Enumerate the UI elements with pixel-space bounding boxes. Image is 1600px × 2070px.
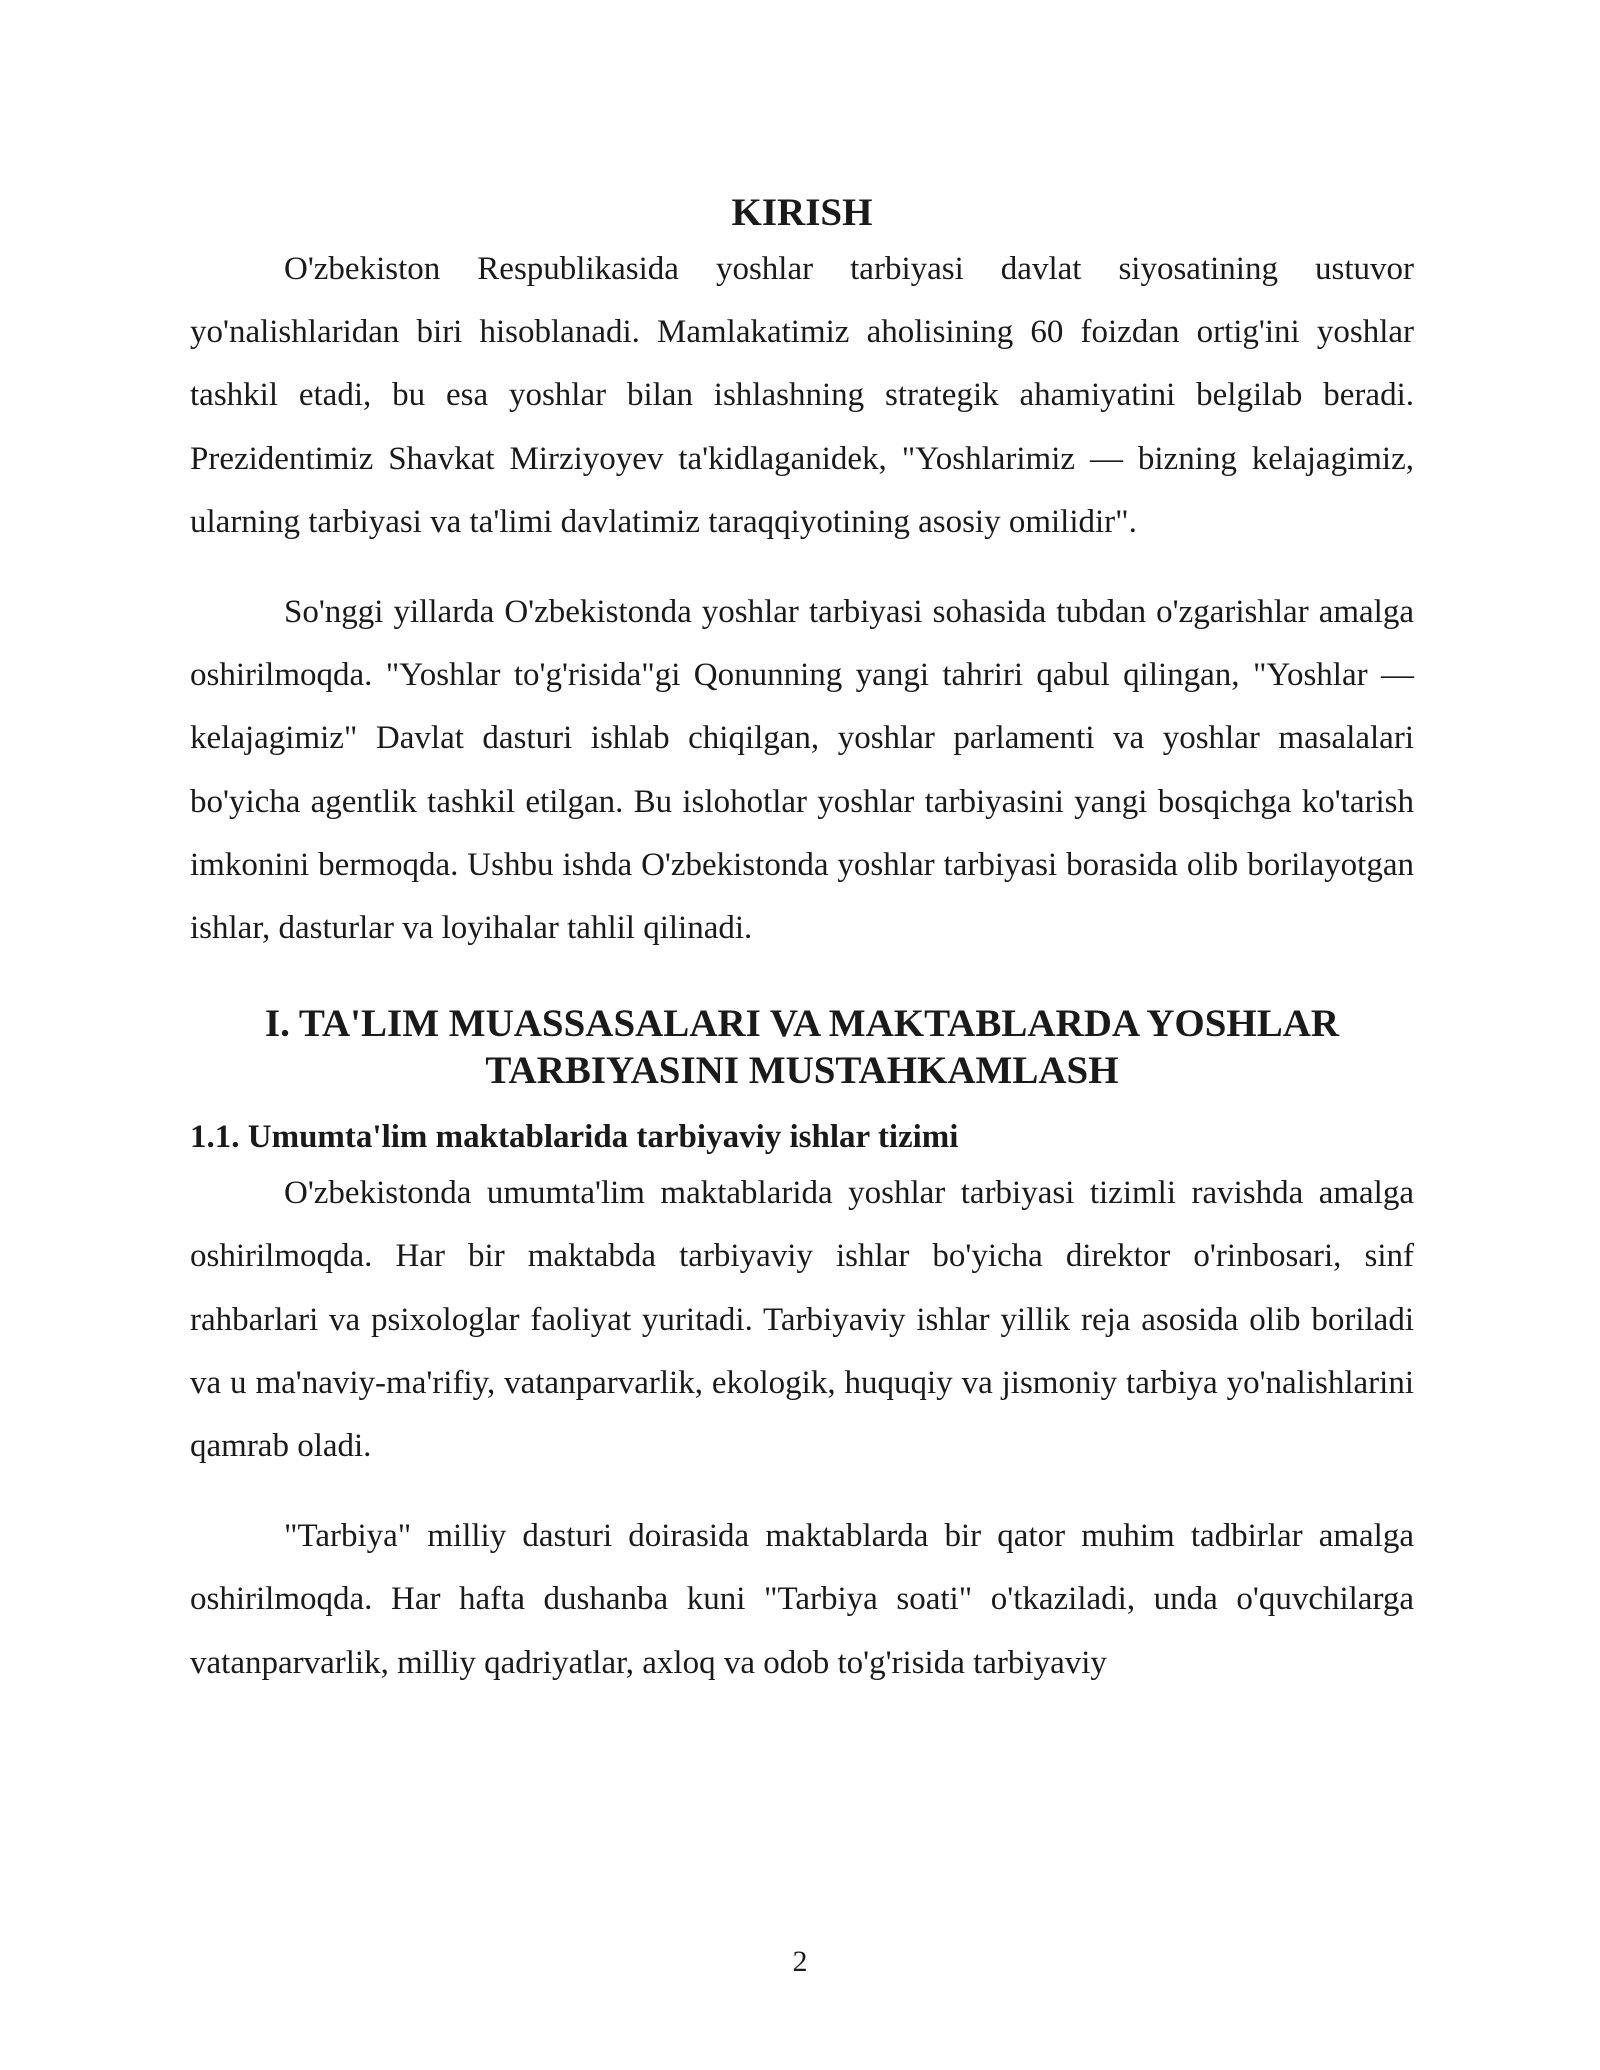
section-paragraph-1: O'zbekistonda umumta'lim maktablarida yoshlar tarbiyasi tizimli ravishda amalga oshirilmoqda. Har bir maktabda tarbiyaviy ishlar bo'yicha direktor o'rinbosari, sinf rahbarlari va psixologlar faoliyat yuritadi. Tarbiyaviy ishlar yillik reja asosida olib boriladi va u ma'naviy-ma'rifiy, vatanparvarlik, ekologik, huquqiy va jismoniy tarbiya yo'nalishlarini qamrab oladi.: [190, 1175, 1414, 1465]
intro-title: KIRISH: [731, 191, 873, 234]
section-title: 1.1. Umumta'lim maktablarida tarbiyaviy ishlar tizimi: [190, 1119, 959, 1156]
page-body: [190, 188, 1414, 1695]
section-paragraph-2: "Tarbiya" milliy dasturi doirasida maktablarda bir qator muhim tadbirlar amalga oshirilmoqda. Har hafta dushanba kuni "Tarbiya soati" o'tkaziladi, unda o'quvchilarga vatanparvarlik, milliy qadriyatlar, axloq va odob to'g'risida tarbiyaviy: [190, 1518, 1414, 1681]
page-number: 2: [792, 1945, 808, 1978]
intro-paragraph-2: So'nggi yillarda O'zbekistonda yoshlar tarbiyasi sohasida tubdan o'zgarishlar amalga oshirilmoqda. "Yoshlar to'g'risida"gi Qonunning yangi tahriri qabul qilingan, "Yoshlar — kelajagimiz" Davlat dasturi ishlab chiqilgan, yoshlar parlamenti va yoshlar masalalari bo'yicha agentlik tashkil etilgan. Bu islohotlar yoshlar tarbiyasini yangi bosqichga ko'tarish imkonini bermoqda. Ushbu ishda O'zbekistonda yoshlar tarbiyasi borasida olib borilayotgan ishlar, dasturlar va loyihalar tahlil qilinadi.: [190, 594, 1414, 947]
intro-paragraph-1: O'zbekiston Respublikasida yoshlar tarbiyasi davlat siyosatining ustuvor yo'nalishlaridan biri hisoblanadi. Mamlakatimiz aholisining 60 foizdan ortig'ini yoshlar tashkil etadi, bu esa yoshlar bilan ishlashning strategik ahamiyatini belgilab beradi. Prezidentimiz Shavkat Mirziyoyev ta'kidlaganidek, "Yoshlarimiz — bizning kelajagimiz, ularning tarbiyasi va ta'limi davlatimiz taraqqiyotining asosiy omilidir".: [190, 251, 1414, 540]
chapter-title: I. TA'LIM MUASSASALARI VA MAKTABLARDA YOSHLAR TARBIYASINI MUSTAHKAMLASH: [264, 1002, 1340, 1093]
